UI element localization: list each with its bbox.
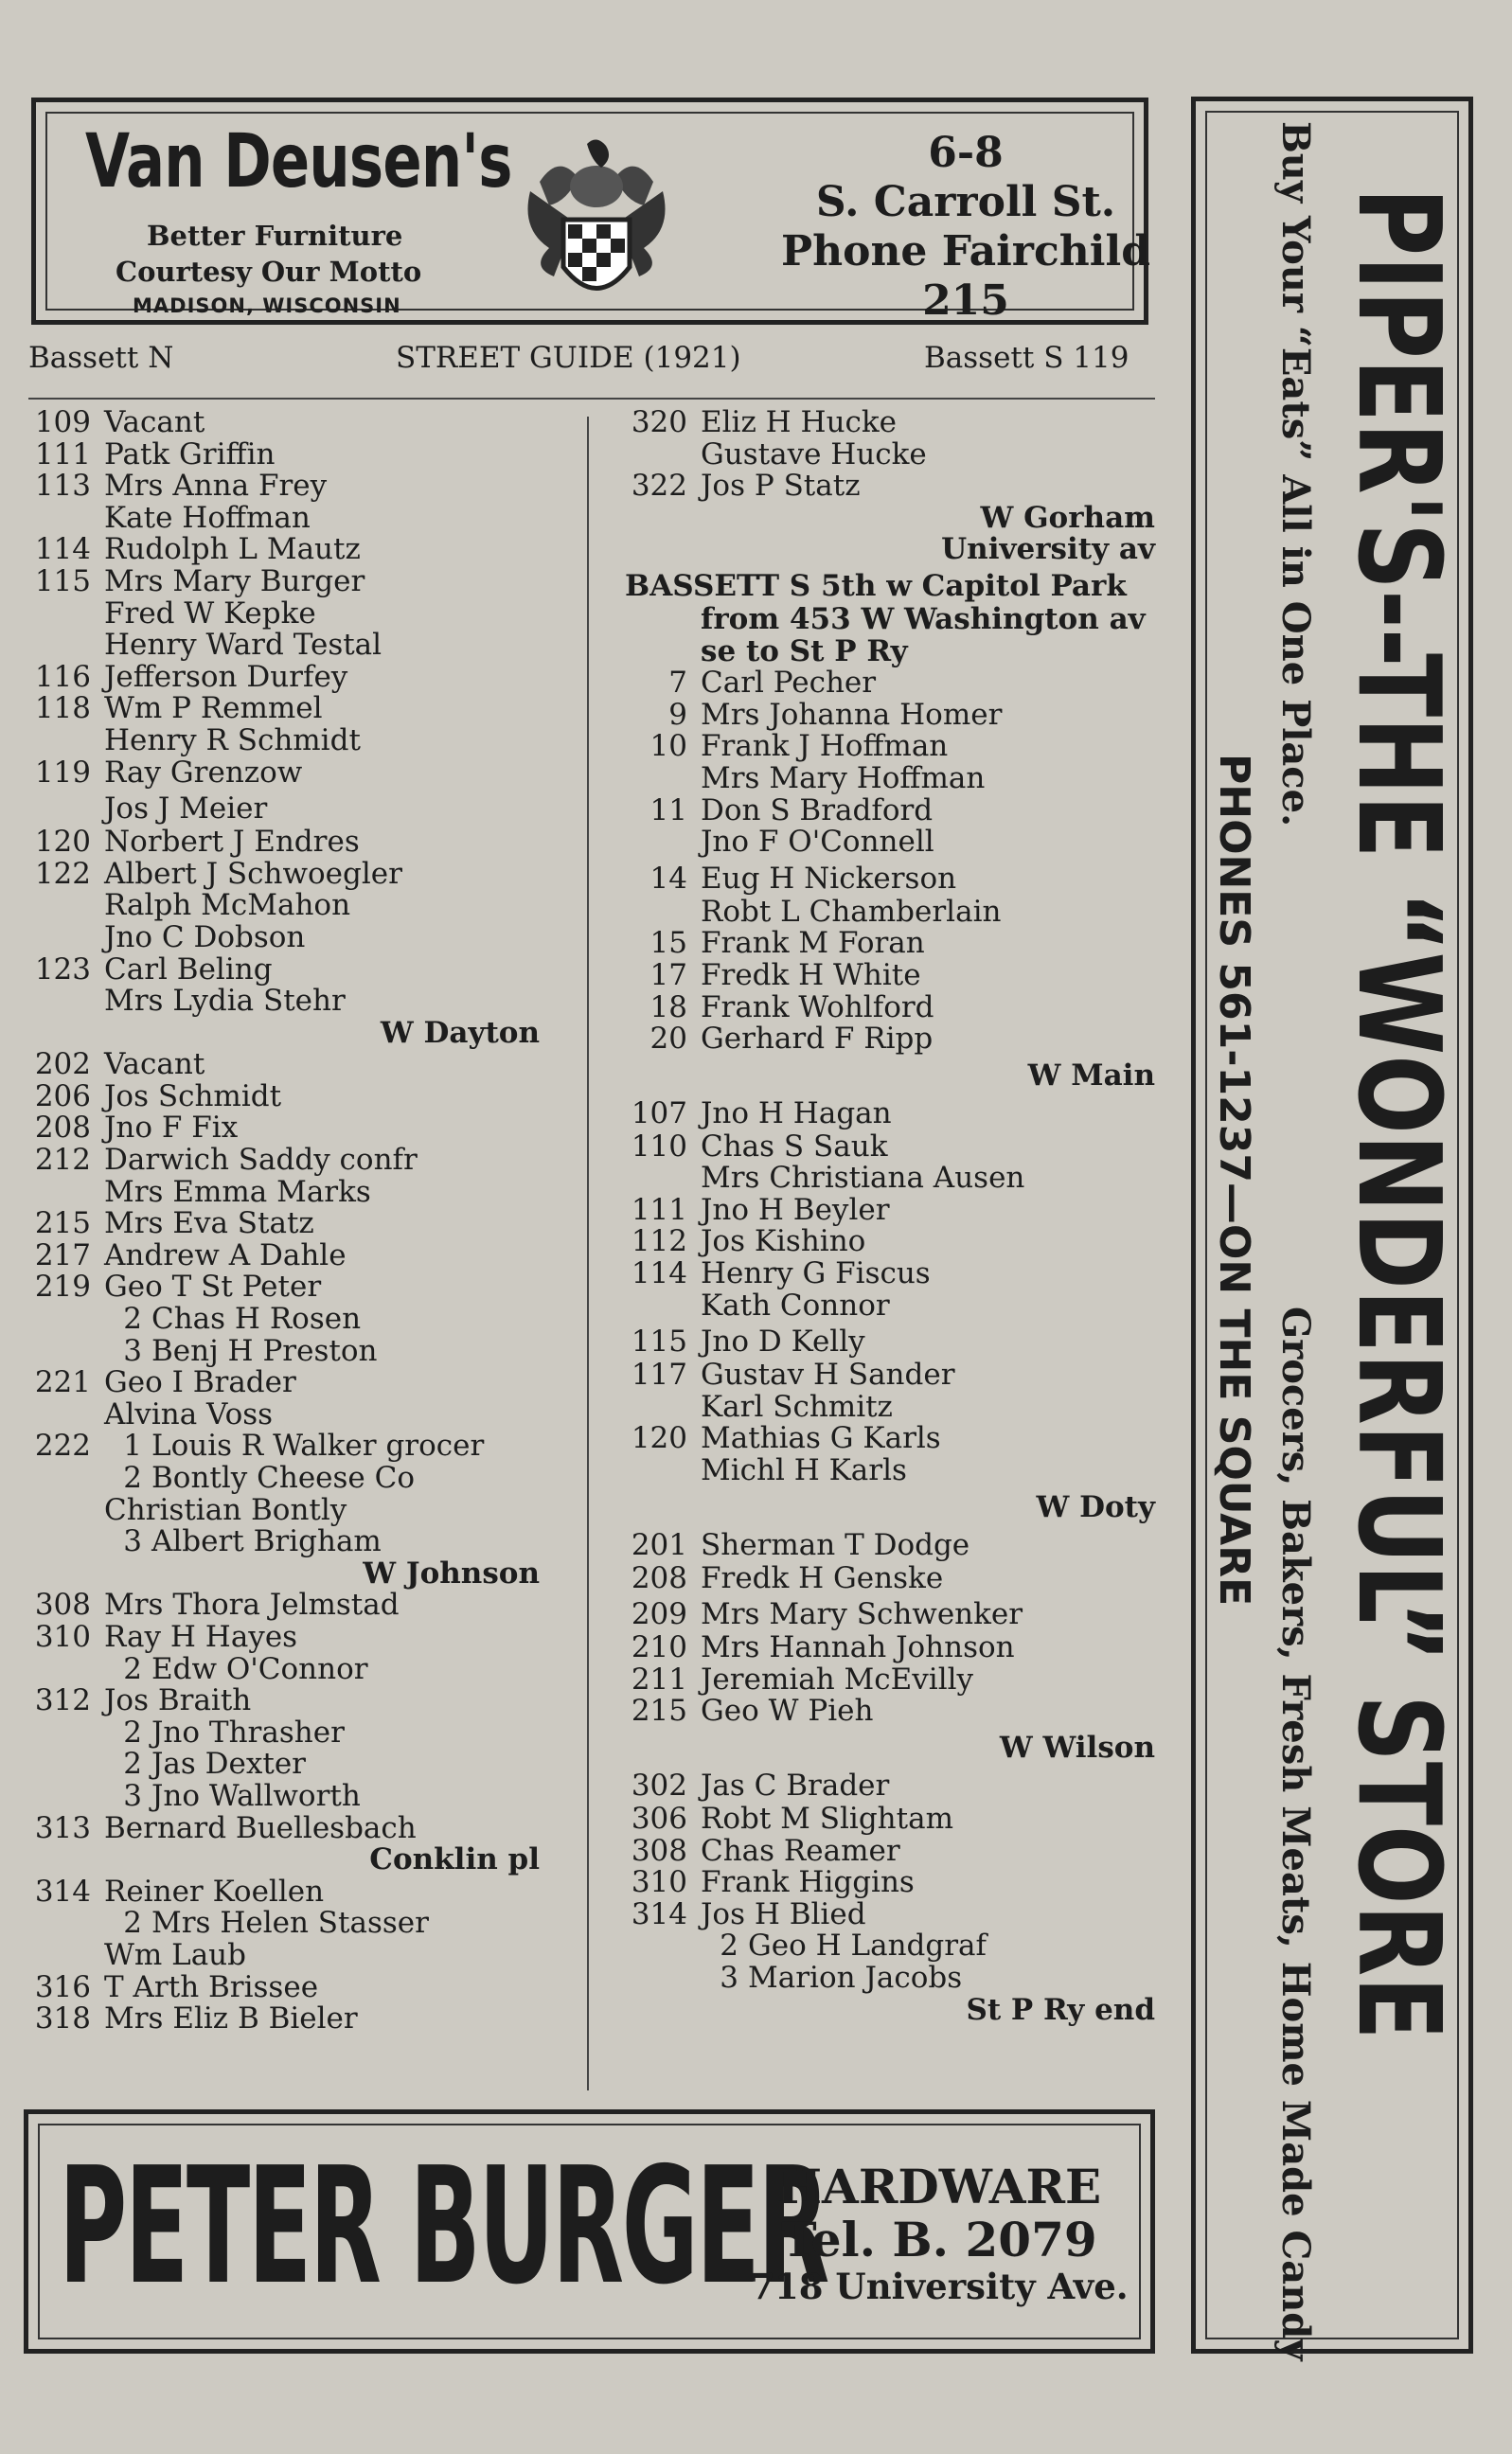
house-number: 308 [631, 1833, 687, 1868]
directory-entry [625, 894, 1155, 929]
directory-entry [28, 986, 540, 1018]
resident-name: Jno F O'Connell [701, 825, 934, 860]
resident-name: Eug H Nickerson [701, 861, 957, 896]
directory-entry [28, 827, 540, 859]
resident-name: Chas S Sauk [701, 1129, 888, 1164]
house-number: 20 [649, 1022, 687, 1057]
house-number: 116 [34, 659, 91, 694]
house-number: 123 [34, 951, 91, 987]
directory-entry [625, 989, 1155, 1024]
directory-entry [625, 1930, 1155, 1963]
resident-name: Jos Schmidt [104, 1078, 282, 1113]
house-number: 122 [34, 856, 91, 891]
directory-entry [625, 697, 1155, 732]
house-number: 208 [34, 1111, 91, 1146]
resident-name: Fred W Kepke [104, 596, 316, 631]
resident-name: Ray Grenzow [104, 755, 303, 790]
house-number: 322 [631, 469, 687, 504]
house-number: 120 [631, 1421, 687, 1456]
street-heading: W Gorham [980, 500, 1155, 535]
resident-name: Jno Thrasher [151, 1715, 345, 1750]
house-number: 313 [34, 1810, 91, 1845]
unit-number: 2 [123, 1747, 142, 1782]
resident-name: Jno H Hagan [701, 1095, 892, 1130]
house-number: 119 [34, 755, 91, 790]
directory-entry [625, 1389, 1155, 1424]
resident-name: Sherman T Dodge [701, 1527, 970, 1562]
ad-address-street: S. Carroll St. [815, 178, 1116, 226]
directory-entry [625, 731, 1155, 763]
unit-number: 3 [123, 1778, 142, 1813]
resident-name: Rudolph L Mautz [104, 532, 361, 567]
directory-entry [28, 1237, 540, 1272]
house-number: 208 [631, 1560, 687, 1595]
directory-entry [28, 789, 540, 827]
directory-entry [625, 1833, 1155, 1868]
directory-entry [28, 1685, 540, 1717]
resident-name: Mrs Mary Burger [104, 563, 365, 598]
directory-entry [28, 471, 540, 503]
directory-entry [28, 1876, 540, 1909]
resident-name: Ray H Hayes [104, 1619, 298, 1654]
directory-entry [28, 1431, 540, 1463]
resident-name: Vacant [104, 405, 205, 439]
directory-entry [625, 928, 1155, 960]
resident-name: Geo I Brader [104, 1365, 296, 1400]
house-number: 209 [631, 1597, 687, 1632]
left-column [28, 407, 540, 2036]
directory-entry [28, 1112, 540, 1145]
resident-name: Ralph McMahon [104, 888, 351, 923]
directory-entry [28, 1590, 540, 1622]
resident-name: Kath Connor [701, 1288, 890, 1323]
house-number: 202 [34, 1047, 91, 1082]
unit-number: 3 [123, 1333, 142, 1368]
directory-entry [625, 1023, 1155, 1056]
house-number: 112 [631, 1224, 687, 1259]
house-number: 215 [631, 1694, 687, 1729]
resident-name: Jas C Brader [701, 1769, 890, 1803]
resident-name: Wm Laub [104, 1937, 246, 1972]
house-number: 107 [631, 1095, 687, 1130]
ad-phone-number: 215 [922, 276, 1009, 325]
house-number: 110 [631, 1129, 687, 1164]
directory-entry [28, 598, 540, 631]
column-divider [587, 417, 589, 2090]
ad-city: MADISON, WISCONSIN [133, 294, 401, 317]
house-number: 111 [34, 436, 91, 471]
resident-name: Eliz H Hucke [701, 405, 898, 439]
directory-entry [625, 1322, 1155, 1360]
resident-name: Carl Pecher [701, 666, 877, 701]
unit-number: 2 [123, 1906, 142, 1941]
house-number: 15 [649, 926, 687, 961]
resident-name: Chas Reamer [701, 1833, 900, 1868]
resident-name: Wm P Remmel [104, 691, 323, 726]
peter-burger-ad [24, 2109, 1155, 2354]
house-number: 17 [649, 957, 687, 992]
resident-name: Geo T St Peter [104, 1270, 322, 1305]
resident-name: Norbert J Endres [104, 825, 360, 860]
street-heading: W Doty [1036, 1489, 1155, 1524]
directory-entry [625, 1766, 1155, 1804]
house-number: 318 [34, 2001, 91, 2036]
ad-address-number: 6-8 [928, 129, 1004, 177]
resident-name: Mrs Eliz B Bieler [104, 2001, 358, 2036]
resident-name: Gustav H Sander [701, 1358, 955, 1393]
resident-name: Louis R Walker grocer [151, 1429, 485, 1464]
directory-entry [625, 1804, 1155, 1836]
header-rule [28, 398, 1155, 400]
directory-entry [28, 1174, 540, 1209]
side-ad-eats: Buy Your “Eats” All in One Place. [1273, 121, 1318, 827]
house-number: 210 [631, 1630, 687, 1665]
ad-phone: Tel. B. 2079 [781, 2212, 1097, 2267]
resident-name: Benj H Preston [151, 1333, 378, 1368]
house-number: 314 [34, 1874, 91, 1909]
directory-entry [28, 693, 540, 725]
resident-name: Kate Hoffman [104, 500, 311, 535]
unit-number: 2 [123, 1302, 142, 1337]
resident-name: Andrew A Dahle [104, 1237, 347, 1272]
unit-number: 3 [123, 1524, 142, 1559]
directory-entry [28, 1937, 540, 1972]
resident-name: Carl Beling [104, 951, 273, 987]
house-number: 212 [34, 1143, 91, 1178]
directory-entry [625, 1163, 1155, 1195]
resident-name: Mrs Mary Hoffman [701, 760, 986, 795]
resident-name: Frank M Foran [701, 926, 925, 961]
resident-name: Mrs Mary Schwenker [701, 1597, 1023, 1632]
unit-number: 2 [123, 1651, 142, 1686]
directory-entry [28, 1969, 540, 2004]
directory-entry [625, 760, 1155, 795]
directory-entry [28, 1492, 540, 1527]
resident-name: Fredk H Genske [701, 1560, 944, 1595]
house-number: 14 [649, 861, 687, 896]
directory-entry [28, 890, 540, 922]
resident-name: Frank J Hoffman [701, 729, 949, 764]
running-head-title: STREET GUIDE (1921) [396, 341, 741, 375]
directory-entry [625, 957, 1155, 992]
directory-entry [28, 1463, 540, 1495]
house-number: 109 [34, 405, 91, 439]
resident-name: Reiner Koellen [104, 1874, 325, 1909]
directory-entry [625, 1594, 1155, 1632]
directory-entry [28, 1778, 540, 1813]
resident-name: Christian Bontly [104, 1492, 347, 1527]
resident-name: Frank Higgins [701, 1865, 915, 1900]
resident-name: Robt M Slightam [701, 1802, 953, 1836]
ad-tagline: Better Furniture [147, 220, 403, 252]
directory-entry [625, 792, 1155, 827]
van-deusens-ad [31, 98, 1148, 325]
resident-name: Mrs Johanna Homer [701, 697, 1003, 732]
resident-name: Geo W Pieh [701, 1694, 874, 1729]
ad-inner-border [45, 112, 1150, 325]
resident-name: T Arth Brissee [104, 1969, 319, 2004]
directory-entry [28, 1526, 540, 1558]
directory-entry [28, 1271, 540, 1304]
directory-entry [28, 1333, 540, 1368]
house-number: 302 [631, 1769, 687, 1803]
resident-name: Bernard Buellesbach [104, 1810, 417, 1845]
house-number: 316 [34, 1969, 91, 2004]
house-number: 113 [34, 469, 91, 504]
resident-name: Jeremiah McEvilly [701, 1662, 974, 1697]
directory-entry [28, 563, 540, 598]
ad-business-name: PETER BURGER [59, 2133, 827, 2321]
directory-entry [28, 1908, 540, 1940]
directory-entry [28, 500, 540, 535]
ad-trade: HARDWARE [776, 2159, 1102, 2214]
street-block-description: from 453 W Washington av [701, 601, 1146, 636]
resident-name: Robt L Chamberlain [701, 894, 1002, 929]
resident-name: Jos J Meier [104, 791, 268, 827]
directory-entry [28, 2003, 540, 2036]
house-number: 217 [34, 1237, 91, 1272]
directory-entry [28, 1717, 540, 1750]
unit-number: 2 [123, 1715, 142, 1750]
directory-entry [28, 436, 540, 471]
directory-entry [625, 1290, 1155, 1323]
resident-name: Mrs Eva Statz [104, 1206, 314, 1241]
house-number: 312 [34, 1683, 91, 1718]
directory-entry [625, 407, 1155, 439]
directory-entry [625, 1664, 1155, 1697]
house-number: 308 [34, 1588, 91, 1623]
house-number: 111 [631, 1192, 687, 1227]
directory-entry [28, 407, 540, 439]
resident-name: Fredk H White [701, 957, 921, 992]
house-number: 222 [34, 1429, 91, 1464]
ad-address: 718 University Ave. [750, 2266, 1129, 2307]
directory-entry [28, 630, 540, 662]
directory-entry [625, 436, 1155, 471]
directory-entry [625, 1560, 1155, 1595]
directory-entry [625, 1258, 1155, 1290]
resident-name: Albert Brigham [151, 1524, 382, 1559]
street-block-title: BASSETT S 5th w Capitol Park [625, 568, 1127, 603]
resident-name: Mrs Christiana Ausen [701, 1161, 1025, 1196]
house-number: 10 [649, 729, 687, 764]
house-number: 120 [34, 825, 91, 860]
directory-entry [625, 827, 1155, 859]
street-heading: W Dayton [380, 1015, 540, 1050]
house-number: 320 [631, 405, 687, 439]
house-number: 215 [34, 1206, 91, 1241]
resident-name: Mrs Lydia Stehr [104, 984, 346, 1019]
directory-entry [625, 1131, 1155, 1164]
street-heading: W Wilson [999, 1731, 1155, 1765]
directory-entry [28, 1749, 540, 1781]
directory-entry [28, 919, 540, 954]
resident-name: Jno H Beyler [701, 1192, 890, 1227]
street-heading: W Johnson [363, 1556, 540, 1591]
house-number: 314 [631, 1896, 687, 1931]
street-block-description: se to St P Ry [701, 633, 908, 668]
resident-name: Jos P Statz [701, 469, 861, 504]
resident-name: Karl Schmitz [701, 1389, 893, 1424]
resident-name: Jos H Blied [701, 1896, 866, 1931]
directory-entry [28, 951, 540, 987]
resident-name: Jno D Kelly [701, 1325, 865, 1360]
house-number: 115 [631, 1325, 687, 1360]
house-number: 7 [668, 666, 687, 701]
resident-name: Mrs Thora Jelmstad [104, 1588, 400, 1623]
resident-name: Patk Griffin [104, 436, 276, 471]
directory-entry [625, 1423, 1155, 1455]
resident-name: Mrs Emma Marks [104, 1174, 371, 1209]
directory-entry [625, 471, 1155, 503]
directory-entry [625, 1696, 1155, 1728]
unit-number: 2 [123, 1461, 142, 1495]
resident-name: Jos Kishino [701, 1224, 866, 1259]
house-number: 11 [649, 792, 687, 827]
directory-entry [28, 1304, 540, 1336]
ad-motto: Courtesy Our Motto [116, 256, 422, 288]
unit-number: 2 [720, 1929, 738, 1964]
resident-name: Jno Wallworth [151, 1778, 361, 1813]
directory-entry [625, 1360, 1155, 1392]
resident-name: Gustave Hucke [701, 436, 927, 471]
house-number: 206 [34, 1078, 91, 1113]
directory-entry [625, 1192, 1155, 1227]
house-number: 310 [34, 1619, 91, 1654]
resident-name: Alvina Voss [104, 1396, 274, 1432]
directory-entry [28, 1078, 540, 1113]
house-number: 117 [631, 1358, 687, 1393]
directory-entry [28, 1049, 540, 1081]
directory-entry [28, 659, 540, 694]
resident-name: Michl H Karls [701, 1453, 907, 1488]
directory-entry [625, 1867, 1155, 1899]
resident-name: Geo H Landgraf [748, 1929, 987, 1964]
unit-number: 3 [720, 1960, 738, 1995]
directory-entry [28, 1367, 540, 1399]
directory-entry [28, 1145, 540, 1177]
resident-name: Jno C Dobson [104, 919, 306, 954]
unit-number: 1 [123, 1429, 142, 1464]
directory-entry [625, 859, 1155, 897]
directory-entry [28, 1651, 540, 1686]
house-number: 9 [668, 697, 687, 732]
ad-phone-label: Phone Fairchild [781, 227, 1150, 276]
street-heading: University av [941, 532, 1155, 567]
resident-name: Jas Dexter [151, 1747, 306, 1782]
house-number: 219 [34, 1270, 91, 1305]
directory-entry [28, 757, 540, 790]
directory-entry [28, 1208, 540, 1240]
side-ad-title: PIPER'S--THE “WONDERFUL” STORE [1332, 187, 1464, 2040]
directory-entry [28, 1810, 540, 1845]
resident-name: Darwich Saddy confr [104, 1143, 418, 1178]
resident-name: Albert J Schwoegler [104, 856, 402, 891]
street-heading: Conklin pl [369, 1842, 540, 1877]
street-heading: W Main [1027, 1058, 1155, 1093]
resident-name: Henry R Schmidt [104, 722, 361, 757]
side-ad-phones: PHONES 561-1237—ON THE SQUARE [1210, 754, 1258, 1607]
directory-entry [625, 1525, 1155, 1563]
house-number: 18 [649, 989, 687, 1024]
directory-entry [625, 667, 1155, 700]
house-number: 115 [34, 563, 91, 598]
directory-entry [625, 1094, 1155, 1131]
running-head-right: Bassett S 119 [924, 341, 1130, 375]
resident-name: Jno F Fix [104, 1111, 239, 1146]
resident-name: Mathias G Karls [701, 1421, 941, 1456]
ad-business-name: Van Deusen's [85, 119, 512, 204]
house-number: 310 [631, 1865, 687, 1900]
directory-entry [28, 1619, 540, 1654]
house-number: 221 [34, 1365, 91, 1400]
resident-name: Vacant [104, 1047, 205, 1082]
resident-name: Don S Bradford [701, 792, 934, 827]
resident-name: Henry G Fiscus [701, 1256, 931, 1291]
directory-entry [28, 722, 540, 757]
house-number: 114 [34, 532, 91, 567]
running-head-left: Bassett N [28, 341, 174, 375]
house-number: 211 [631, 1662, 687, 1697]
resident-name: Marion Jacobs [748, 1960, 963, 1995]
directory-entry [625, 1896, 1155, 1931]
directory-entry [28, 1396, 540, 1432]
house-number: 201 [631, 1527, 687, 1562]
resident-name: Mrs Helen Stasser [151, 1906, 429, 1941]
right-column [625, 407, 1155, 2026]
resident-name: Edw O'Connor [151, 1651, 368, 1686]
street-heading: St P Ry end [966, 1992, 1155, 2027]
resident-name: Jefferson Durfey [104, 659, 348, 694]
resident-name: Mrs Anna Frey [104, 469, 328, 504]
directory-entry [28, 534, 540, 566]
house-number: 118 [34, 691, 91, 726]
resident-name: Bontly Cheese Co [151, 1461, 416, 1495]
side-ad-goods: Grocers, Bakers, Fresh Meats, Home Made Candy [1273, 1307, 1318, 2361]
directory-entry [625, 1960, 1155, 1995]
resident-name: Jos Braith [104, 1683, 252, 1718]
resident-name: Chas H Rosen [151, 1302, 362, 1337]
directory-entry [28, 856, 540, 891]
directory-entry [625, 1226, 1155, 1258]
resident-name: Henry Ward Testal [104, 628, 382, 663]
house-number: 306 [631, 1802, 687, 1836]
resident-name: Frank Wohlford [701, 989, 934, 1024]
resident-name: Gerhard F Ripp [701, 1022, 934, 1057]
ad-inner-border [38, 2124, 1141, 2339]
house-number: 114 [631, 1256, 687, 1291]
resident-name: Mrs Hannah Johnson [701, 1630, 1015, 1665]
directory-entry [625, 1632, 1155, 1664]
directory-entry [625, 1455, 1155, 1487]
heraldic-crest-icon [511, 134, 682, 314]
